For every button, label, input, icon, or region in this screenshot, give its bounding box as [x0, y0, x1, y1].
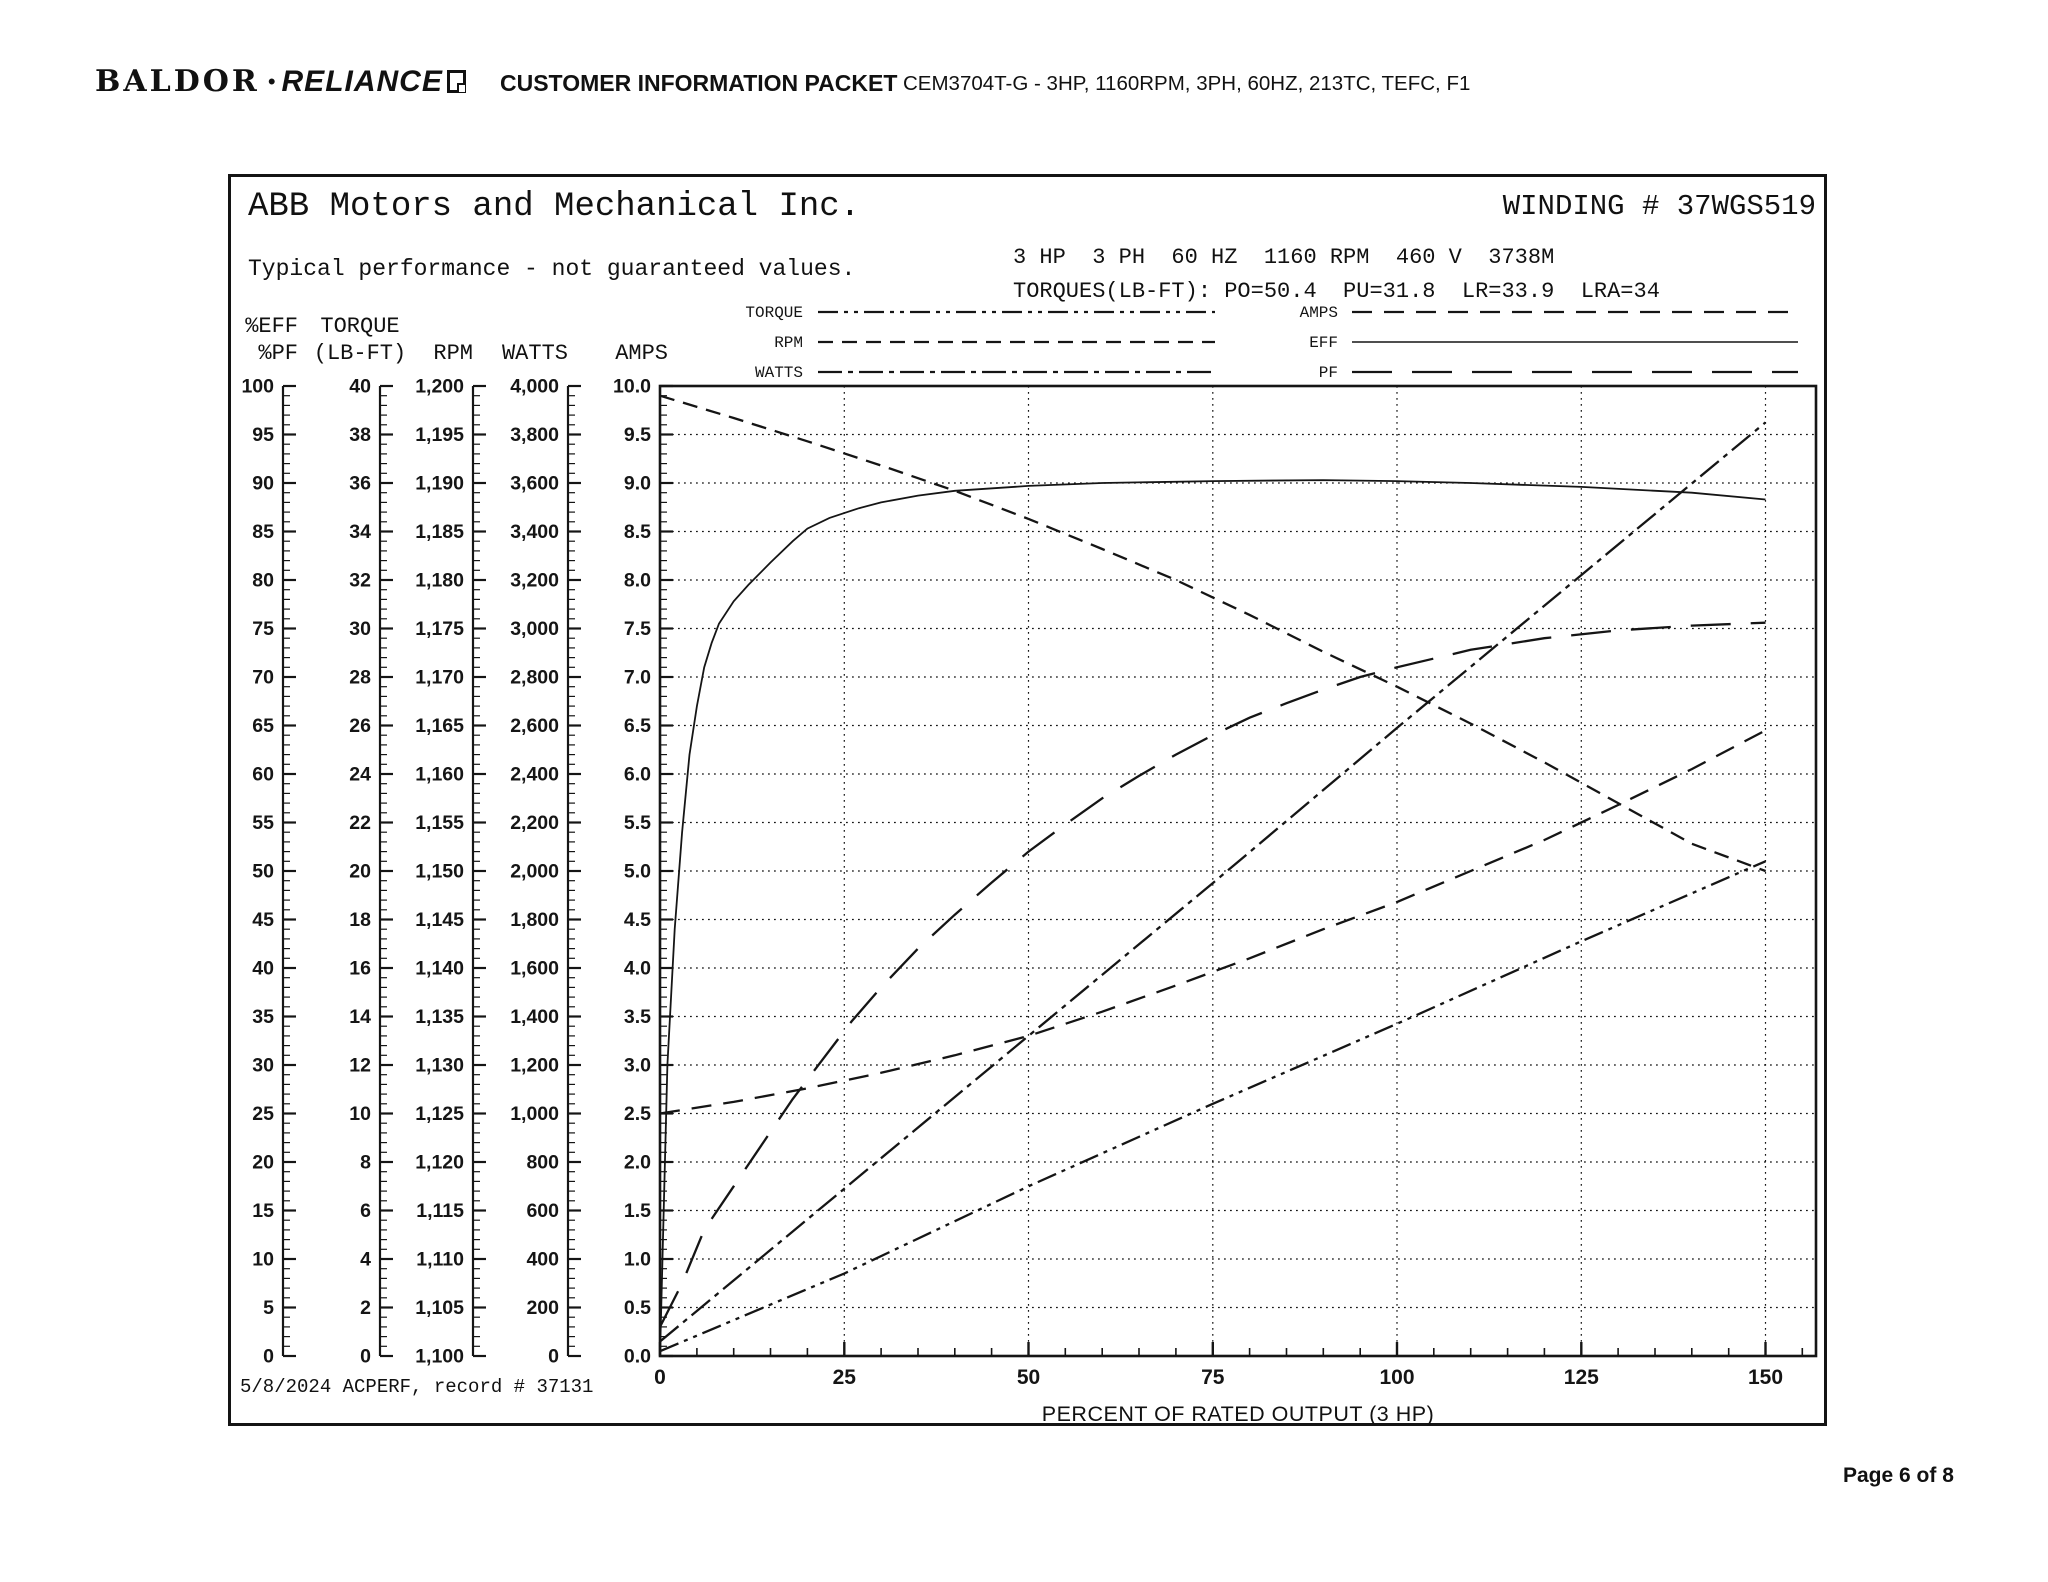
scale-watts-label: 3,200 [510, 569, 559, 592]
scale-effpf-label: 5 [263, 1297, 274, 1319]
scale-rpm-label: 1,140 [415, 957, 464, 980]
scale-watts-label: 3,000 [510, 618, 559, 640]
scale-amps-label: 2.5 [623, 1103, 651, 1125]
scale-watts-label: 3,400 [510, 521, 559, 543]
scale-rpm-label: 1,115 [416, 1200, 464, 1222]
scale-amps-label: 1.0 [623, 1248, 651, 1271]
curve-eff [660, 480, 1766, 1356]
company-title: ABB Motors and Mechanical Inc. [248, 188, 861, 226]
scale-torque-label: 8 [360, 1151, 371, 1174]
scale-torque-label: 6 [360, 1200, 371, 1222]
logo-reliance-text: RELIANCE [281, 64, 443, 98]
scale-amps-label: 8.0 [623, 569, 651, 592]
scale-rpm-label: 1,175 [415, 618, 464, 640]
scale-torque-label: 0 [360, 1345, 371, 1368]
legend-label-eff: EFF [1309, 334, 1338, 352]
scale-torque-label: 22 [349, 812, 371, 834]
torques-line: TORQUES(LB-FT): PO=50.4 PU=31.8 LR=33.9 LRA=34 [1013, 279, 1660, 304]
scale-torque-label: 18 [349, 909, 371, 931]
scale-effpf-label: 25 [252, 1103, 274, 1125]
x-tick-label: 75 [1201, 1366, 1225, 1389]
scale-amps-label: 7.5 [623, 618, 651, 640]
scale-amps-label: 3.0 [623, 1054, 651, 1077]
scale-watts-label: 800 [526, 1151, 559, 1174]
scale-effpf-label: 35 [252, 1006, 274, 1028]
scale-effpf-label: 45 [252, 909, 274, 931]
scale-rpm-label: 1,105 [415, 1297, 464, 1319]
legend-label-torque: TORQUE [745, 304, 803, 322]
scale-watts-label: 1,000 [510, 1103, 559, 1125]
curves [660, 396, 1766, 1356]
scale-rpm-label: 1,160 [415, 763, 464, 786]
scale-torque [349, 376, 393, 1368]
scale-amps-label: 6.0 [623, 763, 651, 786]
scale-rpm-label: 1,100 [415, 1345, 464, 1368]
page-number: Page 6 of 8 [1843, 1464, 1954, 1487]
scale-header-torque-line1: TORQUE [320, 314, 400, 339]
scale-rpm-label: 1,125 [415, 1103, 464, 1125]
scale-watts-label: 2,200 [510, 812, 559, 834]
scale-effpf-label: 50 [252, 860, 274, 883]
scale-effpf-label: 30 [252, 1054, 274, 1077]
scale-torque-label: 14 [349, 1006, 371, 1028]
legend [745, 304, 1798, 382]
packet-title: CUSTOMER INFORMATION PACKET [500, 70, 898, 96]
scale-amps-label: 10.0 [613, 375, 651, 398]
plot-frame [660, 386, 1816, 1356]
x-tick-label: 25 [832, 1366, 856, 1389]
x-tick-label: 0 [654, 1366, 666, 1389]
scale-watts-label: 1,400 [510, 1006, 559, 1028]
scale-effpf-label: 90 [252, 472, 274, 495]
scale-watts-label: 1,600 [510, 957, 559, 980]
legend-label-rpm: RPM [774, 334, 803, 352]
scale-amps-label: 7.0 [623, 666, 651, 689]
legend-label-watts: WATTS [754, 364, 803, 382]
scale-rpm-label: 1,165 [415, 715, 464, 737]
scale-rpm-label: 1,170 [415, 666, 464, 689]
scale-effpf-label: 80 [252, 569, 274, 592]
scale-effpf-label: 100 [241, 375, 274, 398]
scale-amps-label: 0.5 [623, 1297, 651, 1319]
scale-effpf [241, 376, 296, 1368]
scale-header-rpm: RPM [433, 341, 473, 366]
scale-watts-label: 400 [526, 1248, 559, 1271]
scale-effpf-label: 0 [263, 1345, 274, 1368]
scale-watts-label: 600 [526, 1200, 559, 1222]
scale-effpf-label: 40 [252, 957, 274, 980]
scale-effpf-label: 55 [252, 812, 274, 834]
x-tick-label: 100 [1379, 1366, 1415, 1389]
scale-torque-label: 28 [349, 666, 371, 689]
x-axis-ticks [654, 1342, 1802, 1389]
legend-label-amps: AMPS [1299, 304, 1338, 322]
scale-torque-label: 16 [349, 957, 371, 980]
logo-dot: • [267, 68, 276, 94]
scale-torque-label: 24 [349, 763, 371, 786]
scale-effpf-label: 15 [252, 1200, 274, 1222]
scale-torque-label: 10 [349, 1103, 371, 1125]
scale-header-torque-line2: (LB-FT) [313, 341, 407, 366]
scale-rpm-label: 1,195 [415, 424, 464, 446]
scale-header-watts: WATTS [501, 341, 568, 366]
scale-rpm-label: 1,145 [415, 909, 464, 931]
scale-amps-label: 1.5 [623, 1200, 651, 1222]
scale-effpf-label: 70 [252, 666, 274, 689]
scale-amps-label: 6.5 [623, 715, 651, 737]
scale-watts-label: 2,800 [510, 666, 559, 689]
scale-rpm-label: 1,190 [415, 472, 464, 495]
scale-amps-label: 2.0 [623, 1151, 651, 1174]
scale-amps-label: 9.0 [623, 472, 651, 495]
record-note: 5/8/2024 ACPERF, record # 37131 [240, 1376, 594, 1398]
scale-header-effpf-line2: %PF [258, 341, 298, 366]
scale-torque-label: 34 [349, 521, 371, 543]
scale-rpm-label: 1,130 [415, 1054, 464, 1077]
scale-torque-label: 36 [349, 472, 371, 495]
scale-watts-label: 200 [526, 1297, 559, 1319]
scale-amps-label: 0.0 [623, 1345, 651, 1368]
scale-rpm-label: 1,110 [416, 1248, 464, 1271]
scale-effpf-label: 65 [252, 715, 274, 737]
scale-torque-label: 12 [349, 1054, 371, 1077]
scale-rpm-label: 1,200 [415, 375, 464, 398]
scale-rpm-label: 1,150 [415, 860, 464, 883]
scale-rpm-label: 1,120 [415, 1151, 464, 1174]
scale-effpf-label: 75 [252, 618, 274, 640]
disclaimer-text: Typical performance - not guaranteed values. [248, 256, 856, 282]
scale-header-effpf-line1: %EFF [245, 314, 298, 339]
scale-watts-label: 4,000 [510, 375, 559, 398]
x-tick-label: 125 [1563, 1366, 1599, 1389]
logo-baldor-text: BALDOR [95, 64, 260, 99]
scale-amps-label: 9.5 [623, 424, 651, 446]
scale-effpf-label: 10 [252, 1248, 274, 1271]
scale-watts-label: 3,800 [510, 424, 559, 446]
scale-torque-label: 30 [349, 618, 371, 640]
scale-watts-label: 2,600 [510, 715, 559, 737]
scale-rpm-label: 1,135 [415, 1006, 464, 1028]
scale-rpm-label: 1,155 [415, 812, 464, 834]
motor-model-line: CEM3704T-G - 3HP, 1160RPM, 3PH, 60HZ, 213TC, TEFC, F1 [903, 72, 1471, 95]
legend-label-pf: PF [1318, 364, 1338, 382]
scale-amps-label: 4.5 [623, 909, 651, 931]
scale-effpf-label: 20 [252, 1151, 274, 1174]
scale-amps-label: 3.5 [623, 1006, 651, 1028]
scale-watts-label: 2,400 [510, 763, 559, 786]
x-tick-label: 50 [1016, 1366, 1041, 1389]
grid-lines [660, 386, 1816, 1356]
scale-amps-label: 5.0 [623, 860, 651, 883]
scale-torque-label: 38 [349, 424, 371, 446]
ratings-line: 3 HP 3 PH 60 HZ 1160 RPM 460 V 3738M [1013, 245, 1555, 270]
x-axis-title: PERCENT OF RATED OUTPUT (3 HP) [1041, 1402, 1435, 1426]
scale-amps-label: 8.5 [623, 521, 651, 543]
scale-watts-label: 3,600 [510, 472, 559, 495]
scale-effpf-label: 60 [252, 763, 274, 786]
scale-amps-label: 4.0 [623, 957, 651, 980]
scale-watts-label: 1,200 [510, 1054, 559, 1077]
scale-rpm [415, 376, 486, 1368]
scale-torque-label: 2 [360, 1297, 371, 1319]
scale-effpf-label: 95 [252, 424, 274, 446]
x-tick-label: 150 [1747, 1366, 1784, 1389]
scale-watts [510, 376, 581, 1368]
scale-amps-label: 5.5 [623, 812, 651, 834]
scale-watts-label: 1,800 [510, 909, 559, 931]
scale-effpf-label: 85 [252, 521, 274, 543]
scale-header-amps: AMPS [615, 341, 668, 366]
scale-torque-label: 40 [349, 375, 371, 398]
scale-torque-label: 32 [349, 569, 371, 592]
scale-torque-label: 26 [349, 715, 371, 737]
scale-torque-label: 4 [360, 1248, 371, 1271]
scale-rpm-label: 1,180 [415, 569, 464, 592]
scale-watts-label: 0 [548, 1345, 559, 1368]
scale-torque-label: 20 [349, 860, 371, 883]
scale-watts-label: 2,000 [510, 860, 559, 883]
scale-rpm-label: 1,185 [415, 521, 464, 543]
winding-number: WINDING # 37WGS519 [1502, 190, 1816, 223]
